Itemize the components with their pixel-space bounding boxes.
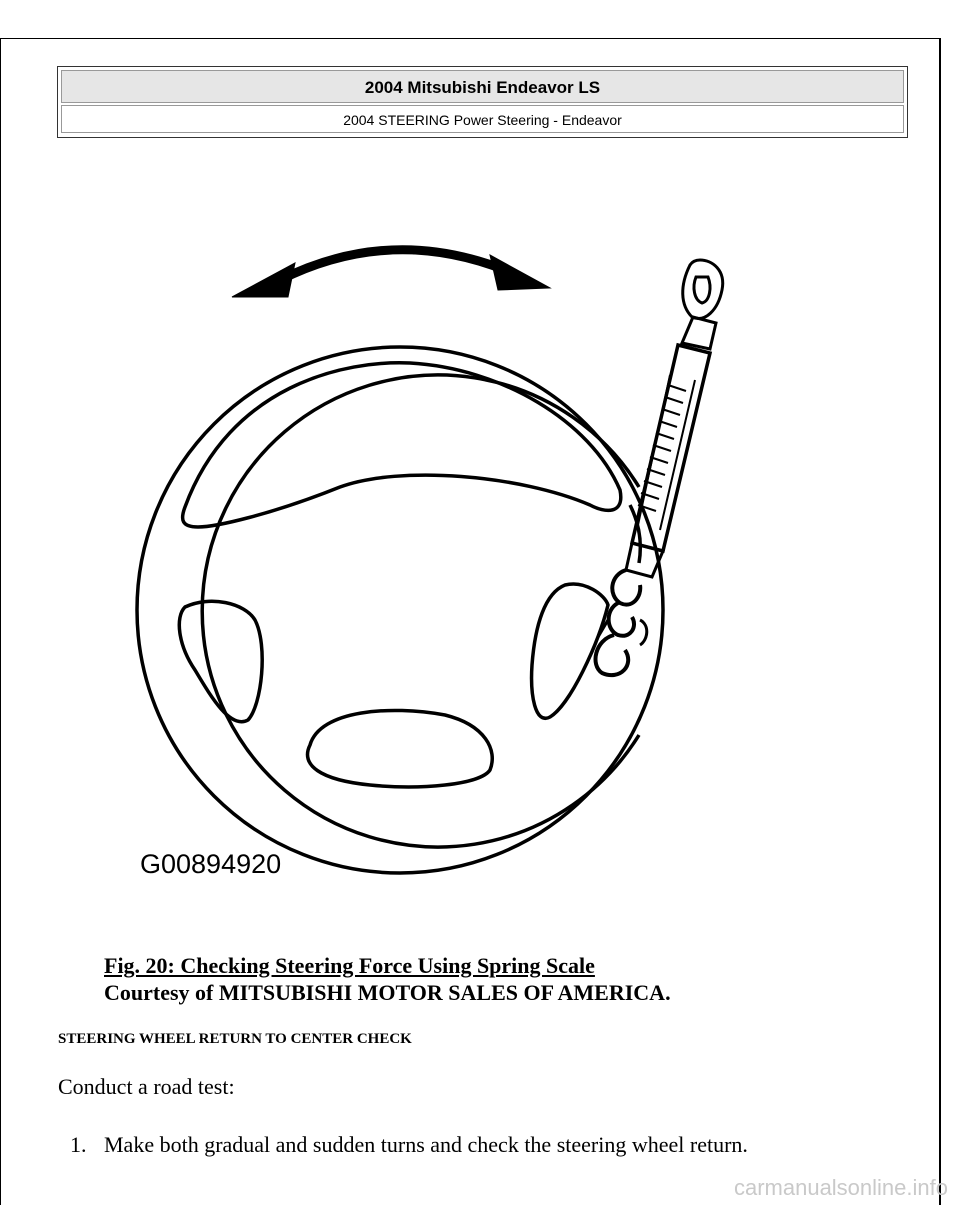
steering-wheel-rim: [137, 347, 663, 873]
wheel-bottom-opening: [308, 710, 493, 786]
figure-code: G00894920: [140, 849, 282, 879]
step-number: 1.: [70, 1132, 87, 1157]
section-heading: STEERING WHEEL RETURN TO CENTER CHECK: [58, 1031, 412, 1047]
steering-wheel-figure: [120, 225, 760, 885]
spring-scale-icon: [596, 260, 723, 675]
figure-title-link[interactable]: Fig. 20: Checking Steering Force Using Spring Scale: [104, 953, 595, 978]
step-text: Make both gradual and sudden turns and check the steering wheel return.: [104, 1132, 748, 1157]
document-title: 2004 Mitsubishi Endeavor LS: [61, 70, 904, 103]
watermark: carmanualsonline.info: [733, 1175, 948, 1200]
document-header: [57, 66, 908, 138]
rotation-arrow-icon: [232, 250, 550, 297]
wheel-upper-opening: [183, 363, 621, 527]
document-subtitle: 2004 STEERING Power Steering - Endeavor: [61, 105, 904, 133]
figure-caption: [104, 952, 671, 1006]
steps-list: [70, 1132, 748, 1158]
figure-courtesy: Courtesy of MITSUBISHI MOTOR SALES OF AMERICA.: [104, 980, 671, 1005]
list-item: [70, 1132, 748, 1158]
section-intro: Conduct a road test:: [58, 1074, 235, 1099]
